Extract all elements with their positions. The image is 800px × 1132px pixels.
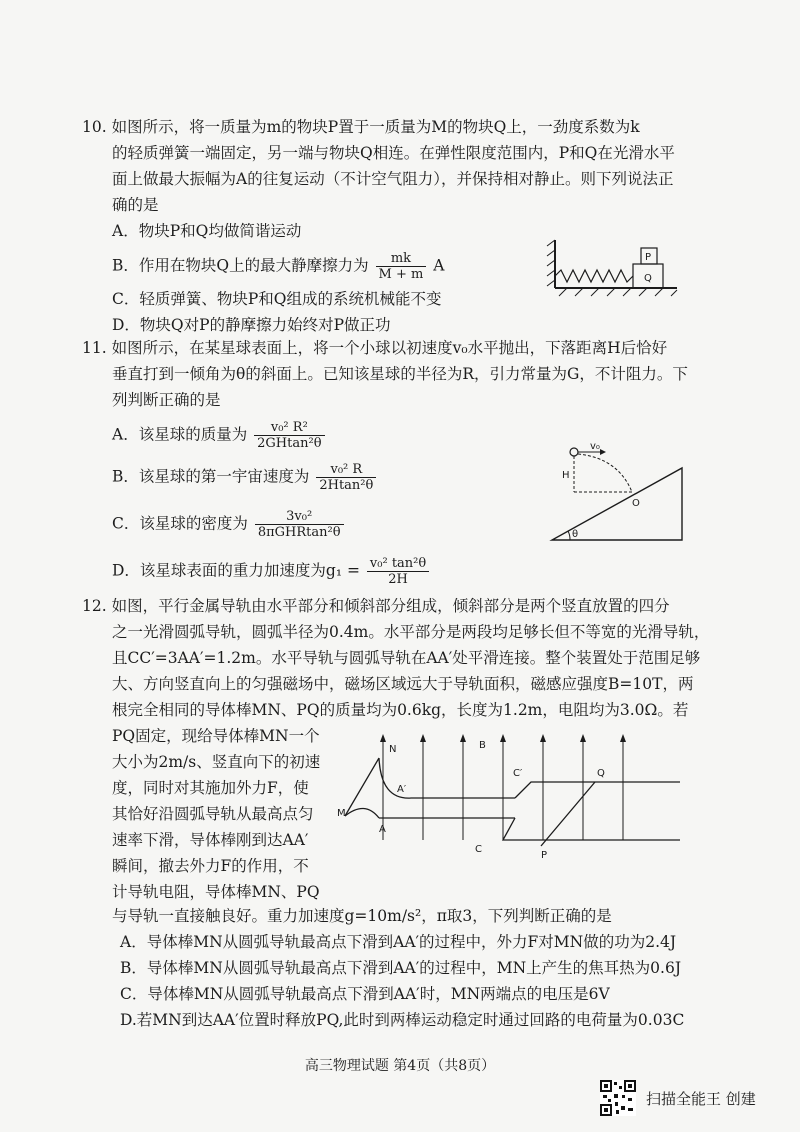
q12-label-n: N — [389, 744, 397, 755]
q11-option-d-fraction — [367, 556, 429, 587]
q12-stem1: 如图，平行金属导轨由水平部分和倾斜部分组成，倾斜部分是两个竖直放置的四分 — [111, 597, 670, 615]
q10-option-b-fraction — [376, 251, 427, 282]
q10-number: 10. — [82, 118, 107, 136]
q11-option-c-fraction — [255, 509, 344, 540]
q12-stem-line2: 之一光滑圆弧导轨，圆弧半径为0.4m。水平部分是两段均足够长但不等宽的光滑导轨， — [112, 623, 710, 641]
q11-stem1: 如图所示，在某星球表面上，将一个小球以初速度v₀水平抛出，下落距离H后恰好 — [111, 339, 668, 357]
q10-option-b — [112, 251, 444, 282]
fraction-numerator: mk — [376, 251, 427, 267]
q12-rail-diagram — [335, 730, 685, 860]
q11-ball — [570, 448, 578, 456]
q12-label-q: Q — [597, 768, 605, 779]
q11-option-a-text: A．该星球的质量为 — [112, 425, 248, 444]
fraction-numerator: v₀² R² — [254, 420, 324, 436]
q12-wide-rail-back — [515, 782, 680, 798]
page-footer: 高三物理试题 第4页（共8页） — [304, 1058, 496, 1074]
q12-stem-line13: 与导轨一直接触良好。重力加速度g=10m/s²，π取3，下列判断正确的是 — [112, 907, 612, 925]
q10-option-a: A．物块P和Q均做简谐运动 — [112, 222, 302, 240]
q12-stem-line7: 大小为2m/s、竖直向下的初速 — [112, 753, 321, 771]
q10-stem-line1 — [82, 117, 640, 137]
q12-label-m: M — [337, 808, 346, 819]
q12-rod-mn — [345, 758, 379, 816]
q11-projectile-diagram — [548, 440, 688, 546]
q12-stem-line5: 根完全相同的导体棒MN、PQ的质量均为0.6kg，长度为1.2m，电阻均为3.0Ω。若 — [112, 701, 689, 719]
q12-stem-line1 — [82, 596, 670, 616]
q11-arrow-head — [600, 449, 606, 455]
fraction-numerator: v₀² R — [316, 462, 376, 478]
q12-stem-line12: 计导轨电阻，导体棒MN、PQ — [112, 883, 320, 901]
fraction-numerator: v₀² tan²θ — [367, 556, 429, 572]
q11-option-a — [112, 420, 327, 451]
q12-rod-pq — [541, 782, 595, 846]
q10-option-c: C．轻质弹簧、物块P和Q组成的系统机械能不变 — [112, 290, 442, 308]
q12-label-a1: A′ — [397, 784, 407, 795]
q12-stem-line4: 大、方向竖直向上的匀强磁场中，磁场区域远大于导轨面积，磁感应强度B=10T，两 — [112, 675, 694, 693]
q11-stem-line3: 列判断正确的是 — [112, 391, 221, 409]
q11-option-b-text: B．该星球的第一宇宙速度为 — [112, 467, 310, 486]
q10-stem1: 如图所示，将一质量为m的物块P置于一质量为M的物块Q上，一劲度系数为k — [111, 118, 640, 136]
q12-number: 12. — [82, 597, 107, 615]
q12-arc-rail-back — [379, 758, 411, 798]
q12-option-d: D.若MN到达AA′位置时释放PQ,此时到两棒运动稳定时通过回路的电荷量为0.03C — [120, 1011, 685, 1029]
q12-stem-line3: 且CC′=3AA′=1.2m。水平导轨与圆弧导轨在AA′处平滑连接。整个装置处于范围足够 — [112, 649, 701, 667]
q11-angle-arc — [568, 531, 570, 540]
q11-option-d-text: D．该星球表面的重力加速度为g₁ = — [112, 561, 360, 580]
q11-label-theta: θ — [572, 529, 579, 540]
q12-label-b: B — [479, 740, 486, 751]
q10-option-b-text: B．作用在物块Q上的最大静摩擦力为 — [112, 256, 369, 275]
q10-option-d: D．物块Q对P的静摩擦力始终对P做正功 — [112, 316, 391, 334]
q11-label-o: O — [632, 498, 640, 509]
q11-label-v0: v₀ — [590, 441, 600, 452]
q11-stem-line1 — [82, 338, 667, 358]
q12-label-c1: C′ — [513, 768, 523, 779]
q10-spring — [555, 270, 633, 282]
q10-stem-line3: 面上做最大振幅为A的往复运动（不计空气阻力），并保持相对静止。则下列说法正 — [112, 170, 674, 188]
q11-stem-line2: 垂直打到一倾角为θ的斜面上。已知该星球的半径为R，引力常量为G，不计阻力。下 — [112, 365, 688, 383]
q10-label-q: Q — [644, 273, 652, 284]
fraction-denominator: 2GHtan²θ — [257, 436, 322, 451]
q12-stem-line10: 速率下滑，导体棒刚到达AA′ — [112, 831, 309, 849]
q12-stem-line6: PQ固定，现给导体棒MN一个 — [112, 727, 320, 745]
q12-wide-rail-front — [503, 818, 680, 840]
fraction-denominator: 8πGHRtan²θ — [257, 525, 341, 540]
fraction-denominator: 2Htan²θ — [319, 478, 374, 493]
fraction-denominator: M + m — [378, 267, 424, 282]
q11-option-b-fraction — [316, 462, 376, 493]
q10-stem-line4: 确的是 — [112, 196, 159, 214]
q12-label-p: P — [541, 850, 548, 860]
fraction-numerator: 3v₀² — [255, 509, 344, 525]
q11-option-b — [112, 462, 378, 493]
q12-stem-line9: 其恰好沿圆弧导轨从最高点匀 — [112, 805, 314, 823]
q12-arc-rail-front — [345, 808, 379, 818]
q12-option-a: A．导体棒MN从圆弧导轨最高点下滑到AA′的过程中，外力F对MN做的功为2.4J — [120, 933, 677, 951]
q10-option-b-suffix: A — [433, 256, 445, 275]
q11-number: 11. — [82, 339, 107, 357]
q12-magnetic-field-arrows — [380, 734, 626, 840]
q11-label-h: H — [562, 470, 570, 481]
q12-label-a: A — [379, 824, 386, 835]
q11-option-c-text: C．该星球的密度为 — [112, 514, 248, 533]
q12-option-c: C．导体棒MN从圆弧导轨最高点下滑到AA′时，MN两端点的电压是6V — [120, 985, 610, 1003]
q11-option-c — [112, 509, 346, 540]
q10-spring-block-diagram — [545, 236, 685, 298]
qr-code-icon — [600, 1080, 636, 1116]
q11-trajectory — [578, 454, 632, 492]
q10-label-p: P — [645, 252, 652, 263]
q10-stem-line2: 的轻质弹簧一端固定，另一端与物块Q相连。在弹性限度范围内，P和Q在光滑水平 — [112, 144, 675, 162]
q12-stem-line8: 度，同时对其施加外力F，使 — [112, 779, 309, 797]
q12-stem-line11: 瞬间，撤去外力F的作用，不 — [112, 857, 309, 875]
scanner-watermark: 扫描全能王 创建 — [646, 1090, 756, 1108]
fraction-denominator: 2H — [388, 572, 408, 587]
q11-option-d — [112, 556, 431, 587]
q12-option-b: B．导体棒MN从圆弧导轨最高点下滑到AA′的过程中，MN上产生的焦耳热为0.6J — [120, 959, 682, 977]
q11-option-a-fraction — [254, 420, 324, 451]
q12-label-c: C — [475, 844, 482, 855]
